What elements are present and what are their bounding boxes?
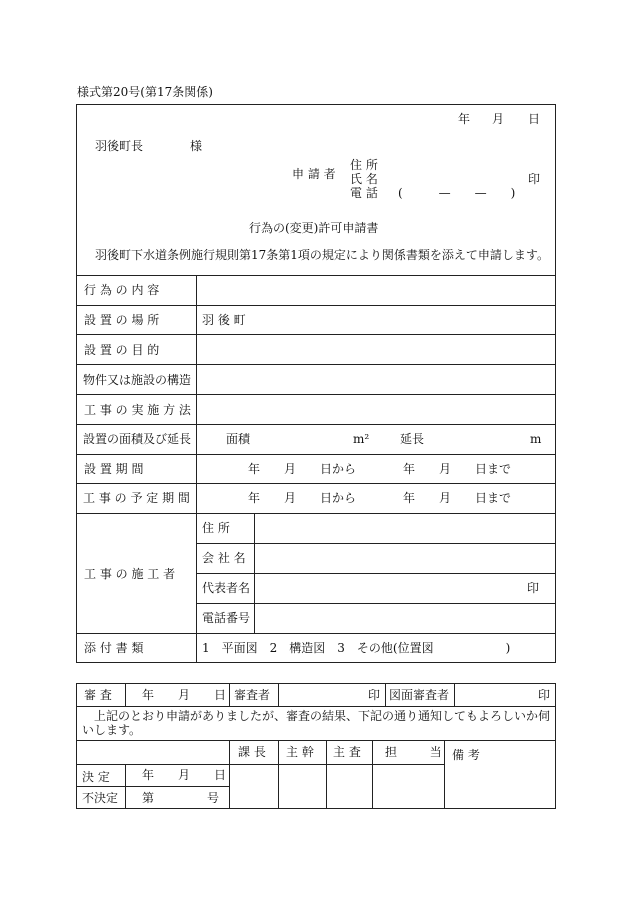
label-construction-period: 工 事 の 予 定 期 間 (83, 491, 190, 505)
contractor-seal: 印 (527, 581, 540, 595)
addressee-sama: 様 (190, 139, 203, 153)
location-value[interactable]: 羽 後 町 (202, 313, 246, 327)
label-act-content: 行 為 の 内 容 (84, 283, 160, 297)
period-to-month: 月 (439, 462, 452, 476)
applicant-phone-format: ( — — ) (398, 186, 516, 200)
contractor-rep-label: 代表者名 (202, 581, 251, 595)
number-suffix: 号 (207, 791, 220, 805)
attachments-value: 1 平面図 2 構造図 3 その他(位置図 ) (202, 641, 511, 655)
label-attachments: 添 付 書 類 (84, 641, 144, 655)
label-period: 設 置 期 間 (84, 462, 144, 476)
approval-remarks: 備 考 (452, 748, 480, 762)
label-contractor: 工 事 の 施 工 者 (84, 567, 176, 581)
contractor-address-label: 住 所 (202, 521, 230, 535)
approval-staff: 担 当 (385, 745, 457, 759)
period-to-day: 日まで (475, 462, 512, 476)
drawing-reviewer-label: 図面審査者 (389, 688, 450, 702)
application-statement: 羽後町下水道条例施行規則第17条第1項の規定により関係書類を添えて申請します。 (95, 248, 549, 262)
form-number: 様式第20号(第17条関係) (77, 85, 213, 99)
review-label: 審 査 (84, 688, 112, 702)
review-notice: 上記のとおり申請がありましたが、審査の結果、下記の通り通知してもよろしいか伺いします。 (82, 709, 551, 737)
label-purpose: 設 置 の 目 的 (84, 343, 160, 357)
date-day: 日 (528, 112, 541, 126)
applicant-name-label: 氏 名 (350, 172, 378, 186)
review-year: 年 (142, 688, 155, 702)
approval-inspector: 主 査 (333, 745, 361, 759)
decision-month: 月 (178, 768, 191, 782)
area-label: 面積 (226, 432, 251, 446)
field-method[interactable] (197, 395, 555, 423)
number-prefix: 第 (142, 791, 155, 805)
field-act-content[interactable] (197, 276, 555, 304)
decision-year: 年 (142, 768, 155, 782)
contractor-phone-label: 電話番号 (202, 611, 251, 625)
period-to-year: 年 (403, 462, 416, 476)
area-unit: m² (353, 432, 370, 446)
approval-chief: 課 長 (238, 745, 266, 759)
reviewer-seal: 印 (368, 688, 381, 702)
date-year: 年 (458, 112, 471, 126)
decision-day: 日 (214, 768, 227, 782)
decision-label: 決 定 (82, 770, 110, 784)
cperiod-from-year: 年 (248, 491, 261, 505)
cperiod-to-day: 日まで (475, 491, 512, 505)
field-purpose[interactable] (197, 335, 555, 363)
date-month: 月 (492, 112, 505, 126)
length-unit: m (530, 432, 542, 446)
cperiod-from-day: 日から (320, 491, 357, 505)
reviewer-label: 審査者 (234, 688, 271, 702)
label-location: 設 置 の 場 所 (84, 313, 160, 327)
label-structure: 物件又は施設の構造 (83, 373, 192, 387)
applicant-address-label: 住 所 (350, 158, 378, 172)
cperiod-from-month: 月 (284, 491, 297, 505)
field-structure[interactable] (197, 365, 555, 393)
non-decision-label: 不決定 (82, 791, 119, 805)
length-label: 延長 (400, 432, 425, 446)
drawing-reviewer-seal: 印 (538, 688, 551, 702)
form-title: 行為の(変更)許可申請書 (249, 221, 379, 235)
review-day: 日 (214, 688, 227, 702)
approval-manager: 主 幹 (286, 745, 314, 759)
period-from-day: 日から (320, 462, 357, 476)
period-from-month: 月 (284, 462, 297, 476)
applicant-label: 申 請 者 (292, 167, 336, 181)
label-method: 工 事 の 実 施 方 法 (84, 403, 191, 417)
cperiod-to-year: 年 (403, 491, 416, 505)
period-from-year: 年 (248, 462, 261, 476)
cperiod-to-month: 月 (439, 491, 452, 505)
applicant-phone-label: 電 話 (350, 186, 378, 200)
applicant-seal: 印 (528, 172, 541, 186)
addressee-town: 羽後町長 (95, 139, 144, 153)
label-area-length: 設置の面積及び延長 (83, 432, 192, 446)
review-month: 月 (178, 688, 191, 702)
contractor-company-label: 会 社 名 (202, 551, 246, 565)
